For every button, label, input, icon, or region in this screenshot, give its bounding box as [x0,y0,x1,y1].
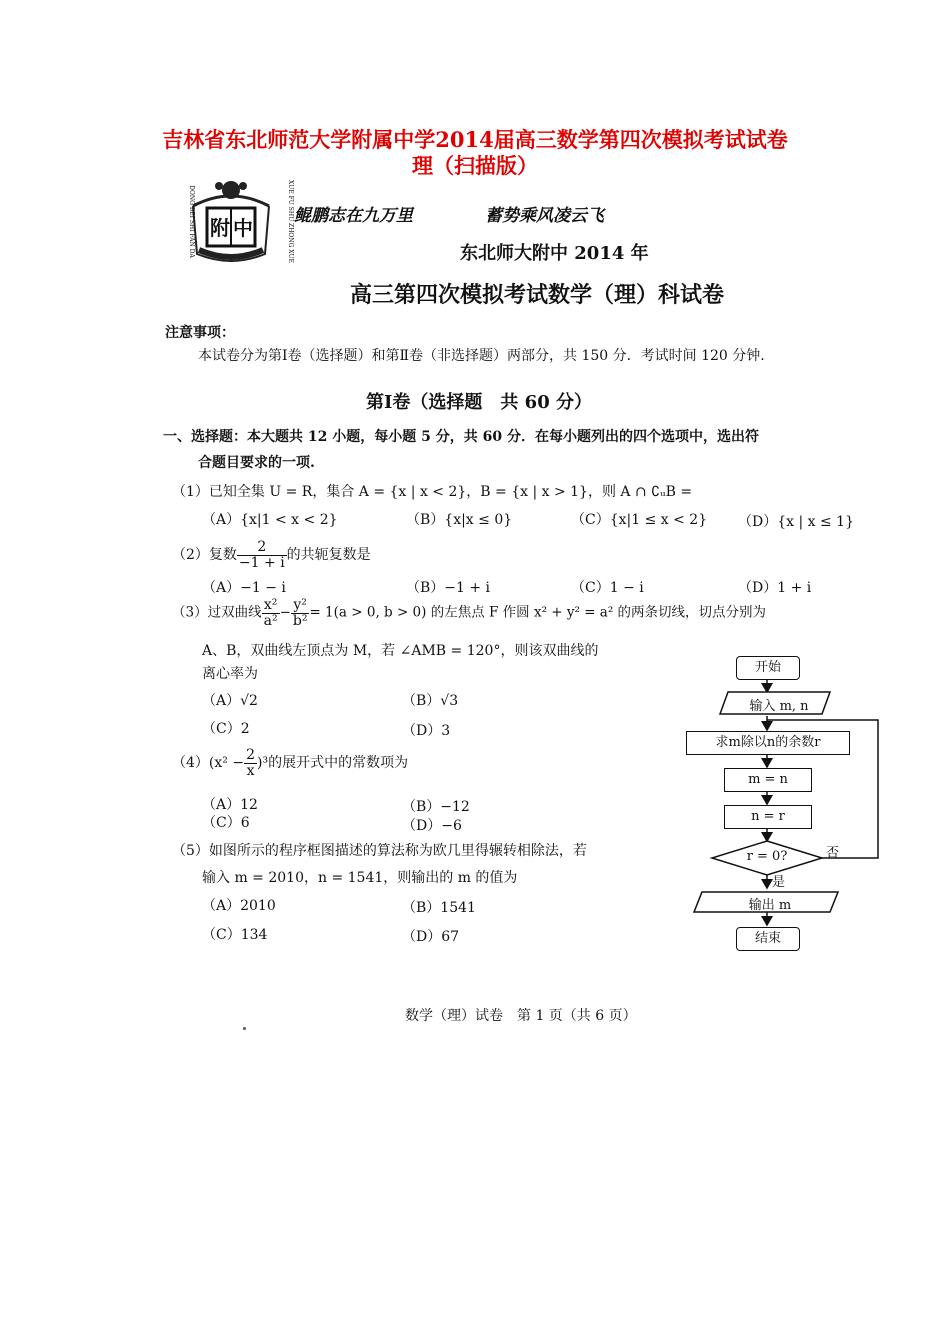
q3-fraction-x-den: a² [263,612,278,629]
q5-option-a: （A）2010 [202,898,276,914]
q4-option-d: （D）−6 [402,818,462,834]
q5-stem-line1: （5）如图所示的程序框图描述的算法称为欧几里得辗转相除法，若 [172,843,587,859]
logo-char-left: 附 [210,216,230,240]
q4-option-c: （C）6 [202,815,250,831]
q3-prefix: （3）过双曲线 [172,604,262,621]
q5-option-d: （D）67 [402,929,460,945]
flowchart-output: 输出 m [748,898,792,913]
q4-option-b: （B）−12 [402,799,470,815]
flowchart-start: 开始 [736,656,800,680]
q3-rest: = 1(a > 0, b > 0) 的左焦点 F 作圆 x² + y² = a² 的两条切线，切点分别为 [309,604,767,621]
q1-option-c: （C）{x|1 ≤ x < 2} [571,512,708,528]
flowchart [680,650,890,955]
q5-option-c: （C）134 [202,927,268,943]
q4-suffix: 的展开式中的常数项为 [268,755,409,772]
flowchart-no-label: 否 [826,846,840,861]
q4-fraction-numerator: 2 [246,747,255,763]
flowchart-remainder: 求m除以n的余数r [686,731,850,755]
q3-option-b: （B）√3 [402,693,459,709]
motto-right: 蓄势乘风凌云飞 [485,206,604,226]
q2-prefix: （2）复数 [172,547,237,564]
q3-option-d: （D）3 [402,723,451,739]
q2-fraction-denominator: −1 + i [238,554,285,571]
q5-option-b: （B）1541 [402,900,476,916]
school-year-heading: 东北师大附中 2014 年 [460,243,649,264]
q2-fraction-numerator: 2 [237,540,287,556]
exam-title: 高三第四次模拟考试数学（理）科试卷 [350,282,725,308]
q4-expr-left: (x² − [208,755,245,772]
q2-option-a: （A）−1 − i [202,580,286,596]
logo-ring-text-right: XUE FU SHU ZHONG XUE [287,179,295,264]
logo-ring-text-left: DONG BEI SHI FAN DA [187,185,195,258]
flowchart-end: 结束 [736,927,800,951]
flowchart-decision: r = 0? [746,849,788,864]
notice-heading: 注意事项： [165,325,235,341]
q3-stem-line1 [172,598,766,628]
section-intro-line1: 一、选择题：本大题共 12 小题，每小题 5 分，共 60 分．在每小题列出的四个选项中，选出符 [163,429,759,445]
q2-option-c: （C）1 − i [571,580,644,596]
q4-stem [172,748,408,778]
school-logo [183,176,295,268]
scan-speck [243,1027,246,1030]
q1-stem: （1）已知全集 U = R，集合 A = {x | x < 2}，B = {x | x > 1}，则 A ∩ ∁ᵤB = [172,484,693,500]
flowchart-yes-label: 是 [772,875,786,890]
section-intro-line2: 合题目要求的一项. [198,455,315,471]
q4-expr-right: )³ [257,755,269,772]
notice-text: 本试卷分为第Ⅰ卷（选择题）和第Ⅱ卷（非选择题）两部分，共 150 分．考试时间 120 分钟. [198,348,765,364]
q3-fraction-y-num: y² [291,598,310,614]
flowchart-assign-n: n = r [724,805,812,829]
q5-stem-line2: 输入 m = 2010，n = 1541，则输出的 m 的值为 [202,870,518,886]
flowchart-assign-m: m = n [724,768,812,792]
q3-option-a: （A）√2 [202,693,258,709]
page-footer: 数学（理）试卷 第 1 页（共 6 页） [405,1008,637,1024]
flowchart-input: 输入 m, n [749,699,809,714]
q4-fraction-denominator: x [246,762,255,779]
q2-suffix: 的共轭复数是 [286,547,371,564]
q3-stem-line2: A、B，双曲线左顶点为 M，若 ∠AMB = 120°，则该双曲线的 [202,643,599,659]
q3-minus: − [279,604,291,621]
motto-left: 鲲鹏志在九万里 [294,206,413,226]
document-title-line2: 理（扫描版） [412,153,538,178]
q4-option-a: （A）12 [202,797,258,813]
q3-fraction-x-num: x² [262,598,280,614]
q1-option-d: （D）{x | x ≤ 1} [738,514,854,530]
q1-option-a: （A）{x|1 < x < 2} [202,512,338,528]
q2-stem [172,540,371,570]
q1-option-b: （B）{x|x ≤ 0} [406,512,513,528]
q4-fraction [244,748,257,778]
document-title-line1: 吉林省东北师范大学附属中学2014届高三数学第四次模拟考试试卷 [162,127,788,152]
q3-fraction-y [291,598,310,628]
q2-option-b: （B）−1 + i [406,580,491,596]
q3-stem-line3: 离心率为 [202,666,258,682]
q3-option-c: （C）2 [202,721,250,737]
q4-prefix: （4） [172,755,209,772]
q3-fraction-x [262,598,280,628]
logo-char-right: 中 [233,216,253,240]
q2-fraction [237,540,287,570]
q2-option-d: （D）1 + i [738,580,812,596]
section-heading: 第Ⅰ卷（选择题 共 60 分） [366,392,593,413]
q3-fraction-y-den: b² [292,612,308,629]
